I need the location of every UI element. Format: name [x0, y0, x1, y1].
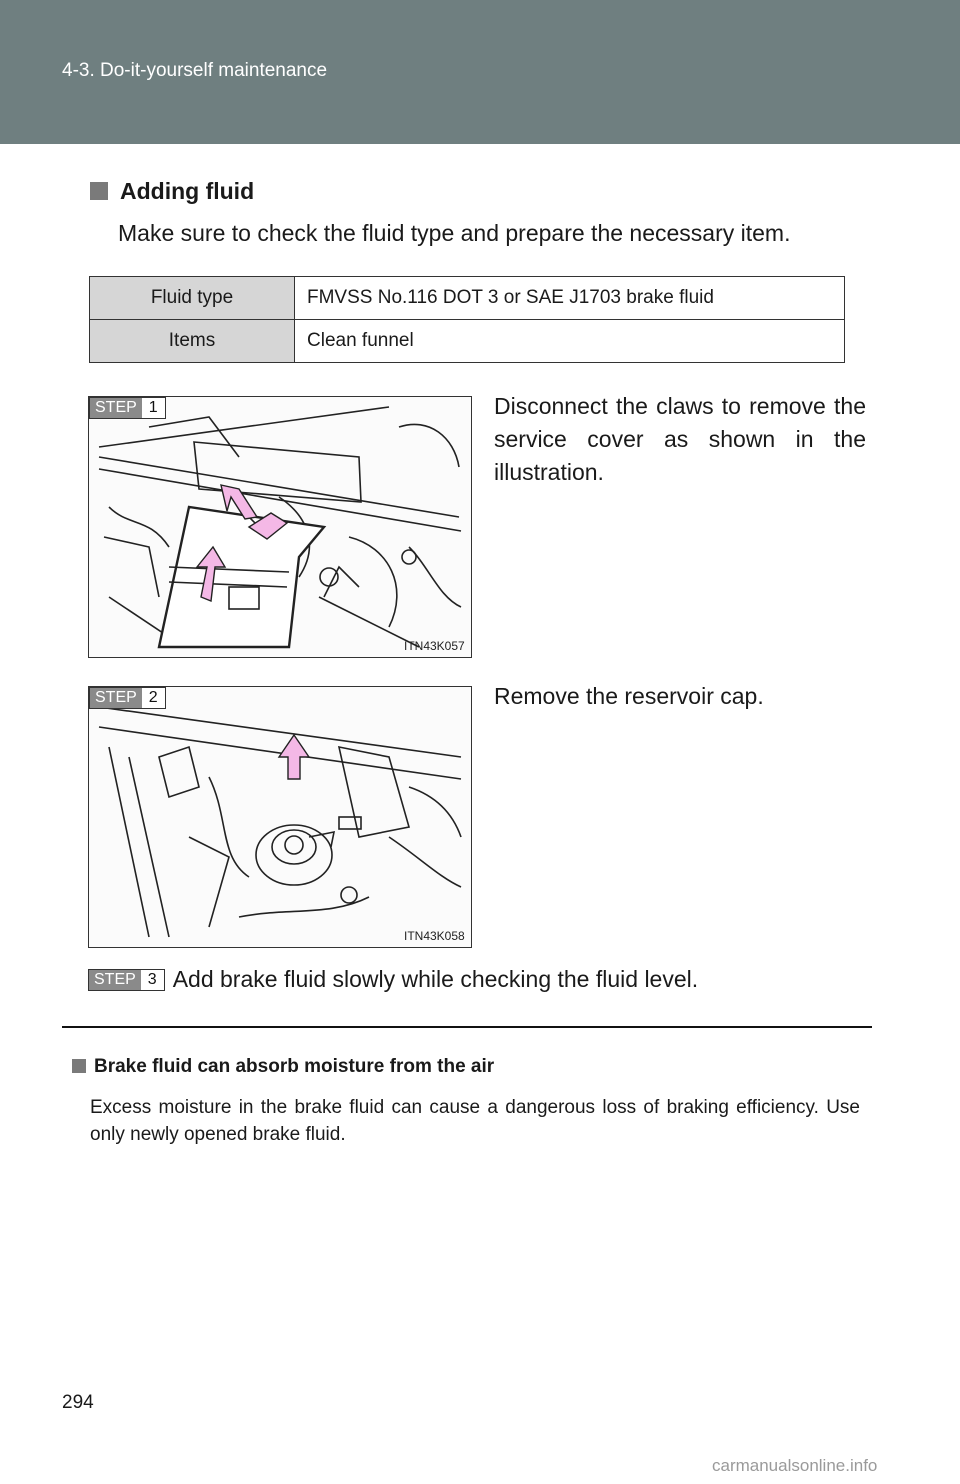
- step-number: 2: [148, 689, 158, 706]
- step-badge: [88, 969, 165, 991]
- table-row: [90, 320, 845, 363]
- table-row: [90, 277, 845, 320]
- step-word: STEP: [90, 398, 142, 418]
- divider: [62, 1026, 872, 1028]
- table-label-cell: Items: [90, 320, 295, 363]
- section-title: [90, 178, 254, 205]
- step-word: STEP: [89, 970, 141, 990]
- step2-text: Remove the reservoir cap.: [494, 683, 764, 709]
- section-title-text: Adding fluid: [120, 178, 255, 204]
- step-badge: [89, 397, 166, 419]
- step3-text: Add brake fluid slowly while checking the fluid level.: [172, 966, 699, 992]
- fluid-table: [89, 276, 845, 363]
- watermark: carmanualsonline.info: [712, 1456, 878, 1475]
- page-header: [0, 0, 960, 144]
- note-text: Excess moisture in the brake fluid can cause a dangerous loss of braking efficiency. Use only newly opened brake fluid.: [90, 1097, 860, 1145]
- image-code: ITN43K058: [404, 929, 465, 943]
- step-number: 3: [147, 970, 157, 988]
- step-number: 1: [148, 399, 158, 416]
- step-badge: [89, 687, 166, 709]
- page-number: 294: [62, 1392, 94, 1413]
- image-code: ITN43K057: [404, 639, 465, 653]
- step-word: STEP: [90, 688, 142, 708]
- section-breadcrumb: 4-3. Do-it-yourself maintenance: [62, 60, 328, 81]
- table-label-cell: Fluid type: [90, 277, 295, 320]
- square-bullet-icon: [72, 1059, 86, 1073]
- note-title: [72, 1056, 494, 1078]
- note-title-text: Brake fluid can absorb moisture from the air: [94, 1056, 495, 1077]
- step1-illustration: [88, 396, 472, 658]
- step2-illustration: [88, 686, 472, 948]
- reservoir-cap-drawing: [89, 687, 471, 947]
- section-intro: Make sure to check the fluid type and prepare the necessary item.: [118, 220, 791, 246]
- step3-row: [88, 966, 698, 993]
- step1-text: Disconnect the claws to remove the service cover as shown in the illustration.: [494, 393, 866, 485]
- square-bullet-icon: [90, 182, 108, 200]
- service-cover-drawing: [89, 397, 471, 657]
- table-value-cell: Clean funnel: [295, 320, 845, 363]
- table-value-cell: FMVSS No.116 DOT 3 or SAE J1703 brake fluid: [295, 277, 845, 320]
